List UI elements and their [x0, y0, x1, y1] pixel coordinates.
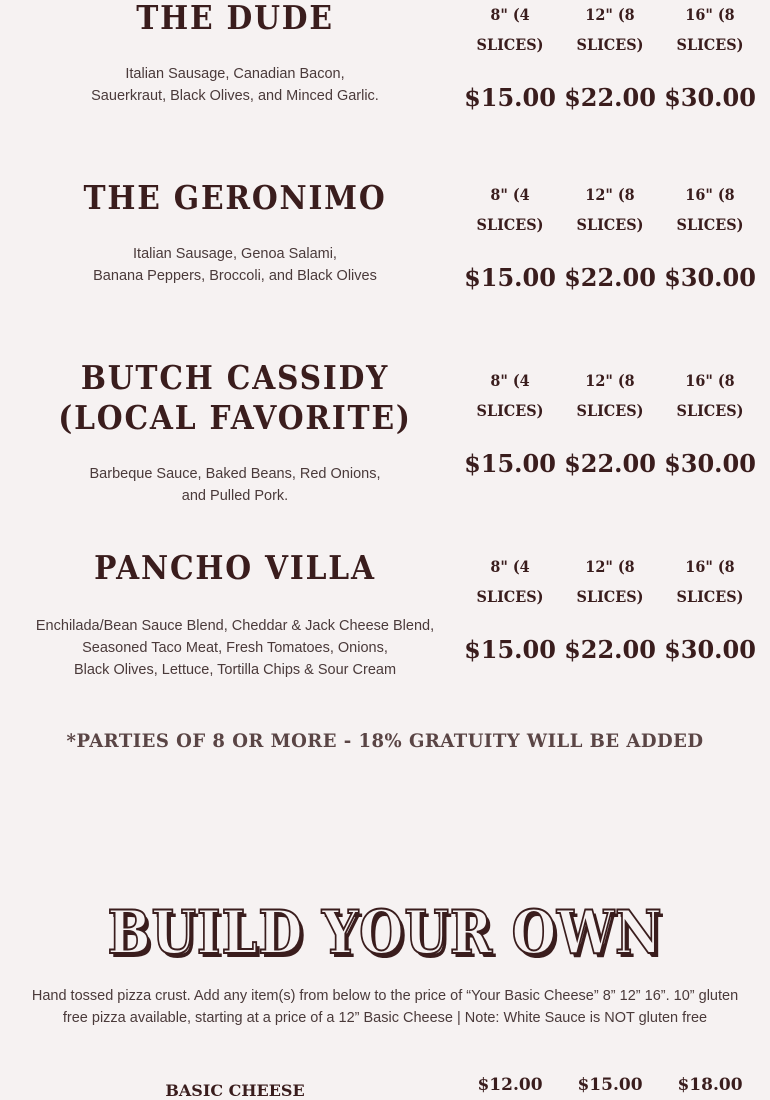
item-name: BASIC CHEESE — [165, 1081, 305, 1100]
price-col-12 — [560, 180, 660, 300]
price-col-12 — [560, 552, 660, 672]
build-your-own-heading: BUILD YOUR OWN — [107, 898, 663, 968]
item-description: Italian Sausage, Genoa Salami, Banana Peppers, Broccoli, and Black Olives — [93, 246, 377, 284]
size-label: 12" (8 SLICES) — [576, 557, 644, 606]
price-value: $22.00 — [564, 263, 656, 292]
size-label: 8" (4 SLICES) — [476, 371, 544, 420]
size-label: 8" (4 SLICES) — [476, 557, 544, 606]
price-columns — [460, 366, 760, 526]
item-name: THE GERONIMO — [83, 178, 387, 217]
build-your-own-description: Hand tossed pizza crust. Add any item(s) from below to the price of “Your Basic Cheese” 8” 12” 16”. 10” gluten free pizza available, starting at a price of a 12” Basic Cheese | Note: White Sauce is NOT gluten free — [31, 988, 739, 1026]
price-value: $15.00 — [577, 1075, 643, 1095]
price-columns — [460, 0, 760, 160]
price-value: $12.00 — [477, 1075, 543, 1095]
size-label: 8" (4 SLICES) — [476, 5, 544, 54]
price-value: $15.00 — [464, 83, 556, 112]
price-value: $15.00 — [464, 449, 556, 478]
price-value: $30.00 — [664, 263, 756, 292]
price-col-16 — [660, 0, 760, 120]
price-value: $18.00 — [677, 1075, 743, 1095]
price-col-8 — [460, 366, 560, 486]
size-label: 16" (8 SLICES) — [676, 371, 744, 420]
item-name: PANCHO VILLA — [94, 548, 376, 587]
price-col-12 — [560, 366, 660, 486]
price-col-8 — [460, 552, 560, 672]
price-col-16 — [660, 552, 760, 672]
price-col-16 — [660, 366, 760, 486]
price-value: $22.00 — [564, 635, 656, 664]
price-columns — [460, 552, 760, 712]
price-value: $30.00 — [664, 83, 756, 112]
price-col-8 — [460, 0, 560, 120]
price-col-16 — [660, 180, 760, 300]
price-value: $22.00 — [564, 449, 656, 478]
size-label: 16" (8 SLICES) — [676, 185, 744, 234]
price-value: $22.00 — [564, 83, 656, 112]
gratuity-note: *PARTIES OF 8 OR MORE - 18% GRATUITY WILL BE ADDED — [66, 730, 704, 752]
price-value: $15.00 — [464, 263, 556, 292]
item-description: Enchilada/Bean Sauce Blend, Cheddar & Jack Cheese Blend, Seasoned Taco Meat, Fresh Tomatoes, Onions, Black Olives, Lettuce, Tortilla Chips & Sour Cream — [35, 618, 435, 678]
size-label: 16" (8 SLICES) — [676, 557, 744, 606]
price-col-12 — [560, 0, 660, 120]
price-columns — [460, 180, 760, 340]
item-name: THE DUDE — [136, 0, 334, 37]
size-label: 16" (8 SLICES) — [676, 5, 744, 54]
item-description: Barbeque Sauce, Baked Beans, Red Onions, and Pulled Pork. — [89, 466, 381, 504]
item-name: BUTCH CASSIDY (LOCAL FAVORITE) — [58, 358, 412, 437]
size-label: 8" (4 SLICES) — [476, 185, 544, 234]
price-col-8 — [460, 180, 560, 300]
item-description: Italian Sausage, Canadian Bacon, Sauerkraut, Black Olives, and Minced Garlic. — [91, 66, 379, 104]
size-label: 12" (8 SLICES) — [576, 185, 644, 234]
price-value: $30.00 — [664, 449, 756, 478]
price-value: $30.00 — [664, 635, 756, 664]
price-value: $15.00 — [464, 635, 556, 664]
size-label: 12" (8 SLICES) — [576, 5, 644, 54]
size-label: 12" (8 SLICES) — [576, 371, 644, 420]
